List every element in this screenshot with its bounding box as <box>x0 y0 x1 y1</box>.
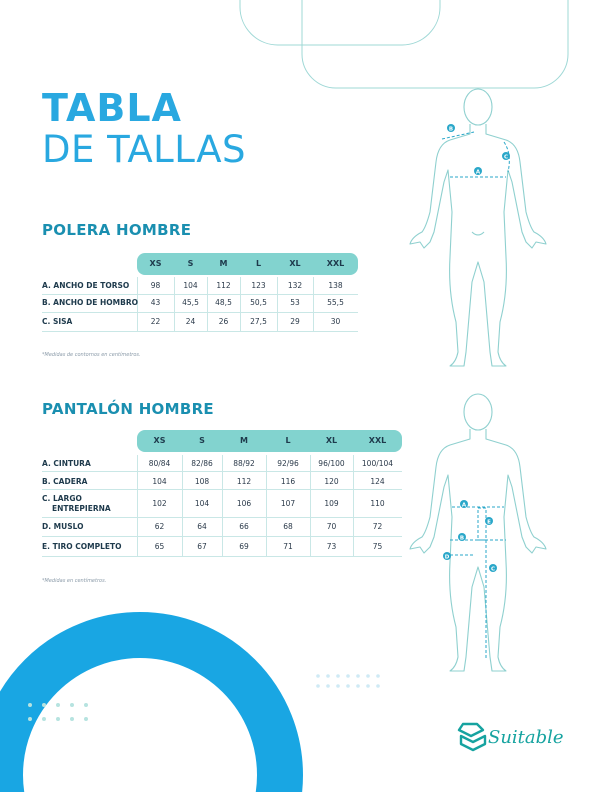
suitable-logo-icon <box>455 718 489 754</box>
pants-row-label: B. CADERA <box>42 477 88 486</box>
table-cell: 88/92 <box>233 459 255 468</box>
table-cell: 92/96 <box>277 459 299 468</box>
svg-text:A: A <box>461 502 467 509</box>
pants-body-figure <box>400 390 560 680</box>
pants-size-s: S <box>199 436 205 445</box>
pants-section-title: PANTALÓN HOMBRE <box>42 400 214 418</box>
table-cell: 110 <box>370 499 385 508</box>
shirt-size-xl: XL <box>289 259 301 268</box>
pants-size-xs: XS <box>153 436 166 445</box>
table-cell: 120 <box>324 477 339 486</box>
table-cell: 112 <box>236 477 252 486</box>
marker-c <box>489 564 497 573</box>
pants-size-xxl: XXL <box>368 436 387 445</box>
table-cell: 102 <box>152 499 167 508</box>
table-cell: 75 <box>372 542 383 551</box>
shirt-size-xxl: XXL <box>326 259 345 268</box>
table-cell: 70 <box>326 522 337 531</box>
table-cell: 30 <box>330 317 341 326</box>
table-cell: 104 <box>194 499 210 508</box>
table-cell: 106 <box>236 499 252 508</box>
table-cell: 29 <box>290 317 300 326</box>
svg-text:C: C <box>490 566 496 573</box>
table-cell: 72 <box>372 522 383 531</box>
pants-row-label: A. CINTURA <box>42 459 91 468</box>
table-cell: 55,5 <box>327 298 344 307</box>
table-cell: 108 <box>194 477 210 486</box>
table-cell: 64 <box>197 522 207 531</box>
table-cell: 116 <box>280 477 296 486</box>
shirt-section-title: POLERA HOMBRE <box>42 221 192 239</box>
table-cell: 43 <box>150 298 161 307</box>
marker-c <box>502 152 510 161</box>
svg-text:A: A <box>475 169 481 176</box>
pants-row-label: C. LARGO <box>42 494 82 503</box>
table-cell: 82/86 <box>191 459 213 468</box>
shirt-size-l: L <box>255 259 262 268</box>
svg-text:E: E <box>487 519 491 526</box>
table-cell: 71 <box>283 542 293 551</box>
pants-note: *Medidas en centímetros. <box>42 578 107 584</box>
table-cell: 67 <box>197 542 207 551</box>
table-cell: 123 <box>251 281 266 290</box>
table-cell: 48,5 <box>215 298 232 307</box>
shirt-row-label: B. ANCHO DE HOMBRO <box>42 298 138 307</box>
table-cell: 107 <box>280 499 296 508</box>
table-cell: 53 <box>290 298 300 307</box>
svg-text:B: B <box>459 535 465 542</box>
svg-text:C: C <box>503 154 509 161</box>
table-cell: 73 <box>326 542 337 551</box>
brand-logo-text: Suitable <box>488 727 564 748</box>
table-cell: 96/100 <box>318 459 345 468</box>
table-cell: 27,5 <box>250 317 267 326</box>
big-ring <box>0 635 280 792</box>
table-cell: 66 <box>239 522 249 531</box>
table-cell: 45,5 <box>182 298 199 307</box>
table-cell: 109 <box>324 499 339 508</box>
marker-b <box>447 124 455 133</box>
table-cell: 22 <box>150 317 161 326</box>
svg-text:B: B <box>448 126 454 133</box>
pants-size-m: M <box>240 436 248 445</box>
pants-row-label: E. TIRO COMPLETO <box>42 542 122 551</box>
measure-lines <box>450 507 506 658</box>
table-cell: 65 <box>154 542 165 551</box>
pants-row-label: D. MUSLO <box>42 522 84 531</box>
body-outline <box>410 89 546 366</box>
marker-e <box>485 517 493 526</box>
pants-size-l: L <box>285 436 291 445</box>
table-cell: 80/84 <box>148 459 171 468</box>
title-line2: DE TALLAS <box>42 128 247 171</box>
table-cell: 69 <box>239 542 249 551</box>
table-cell: 50,5 <box>250 298 267 307</box>
shirt-row-label: A. ANCHO DE TORSO <box>42 281 130 290</box>
shirt-note: *Medidas de contornos en centímetros. <box>42 352 141 358</box>
corner-shapes <box>240 0 568 88</box>
shirt-size-header <box>137 253 358 275</box>
table-cell: 98 <box>150 281 161 290</box>
shirt-size-xs: XS <box>149 259 162 268</box>
table-cell: 138 <box>328 281 343 290</box>
svg-text:D: D <box>444 554 450 561</box>
shirt-body-figure <box>400 82 560 372</box>
title-line1: TABLA <box>42 86 182 130</box>
table-cell: 112 <box>216 281 231 290</box>
pants-row-label-cont: ENTREPIERNA <box>52 504 111 513</box>
shirt-size-s: S <box>187 259 194 268</box>
marker-a <box>460 500 468 509</box>
marker-b <box>458 533 466 542</box>
table-cell: 104 <box>152 477 167 486</box>
table-cell: 124 <box>370 477 385 486</box>
shirt-row-label: C. SISA <box>42 317 73 326</box>
table-cell: 68 <box>283 522 293 531</box>
table-cell: 104 <box>183 281 198 290</box>
table-cell: 26 <box>218 317 229 326</box>
table-cell: 132 <box>287 281 303 290</box>
dot-grid-right <box>316 674 380 688</box>
pants-size-xl: XL <box>325 436 338 445</box>
table-cell: 24 <box>185 317 196 326</box>
table-cell: 62 <box>154 522 165 531</box>
marker-a <box>474 167 482 176</box>
table-cell: 100/104 <box>361 459 394 468</box>
pants-size-header <box>137 430 402 452</box>
shirt-size-m: M <box>219 259 228 268</box>
